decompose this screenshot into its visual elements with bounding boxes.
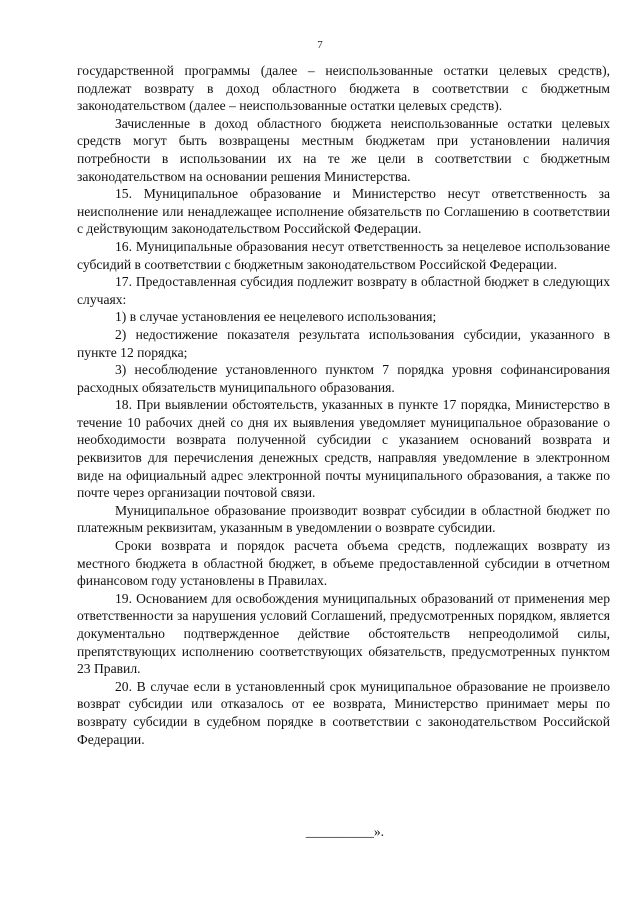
paragraph-return-procedure: Муниципальное образование производит возврат субсидии в областной бюджет по платежным реквизитам, указанным в уведомлении о возврате субсидии. [77,502,610,536]
paragraph-item-16: 16. Муниципальные образования несут ответственность за нецелевое использование субсидий в соответствии с бюджетным законодательством Российской Федерации. [77,238,610,272]
paragraph-item-17-case-3: 3) несоблюдение установленного пунктом 7 порядка уровня софинансирования расходных обязательств муниципального образования. [77,362,610,395]
document-body [77,62,610,748]
paragraph-item-19: 19. Основанием для освобождения муниципальных образований от применения мер ответственности за нарушения условий Соглашений, предусмотренных порядком, является документально подтвержденное действие обстоятельств непреодолимой силы, препятствующих исполнению соответствующих обязательств, предусмотренных пунктом 23 Правил. [77,590,610,677]
paragraph-item-17-case-2: 2) недостижение показателя результата использования субсидии, указанного в пункте 12 порядка; [77,326,610,360]
paragraph-item-20: 20. В случае если в установленный срок муниципальное образование не произвело возврат субсидии или отказалось от ее возврата, Министерство принимает меры по возврату субсидии в судебном порядке в соответствии с законодательством Российской Федерации. [77,678,610,747]
paragraph-item-17-case-1: 1) в случае установления ее нецелевого использования; [115,309,437,325]
paragraph-item-17: 17. Предоставленная субсидия подлежит возврату в областной бюджет в следующих случаях: [77,274,610,307]
page-number: 7 [317,39,323,51]
paragraph-return-terms: Сроки возврата и порядок расчета объема средств, подлежащих возврату из местного бюджета в областной бюджет, в объеме предоставленной субсидии в отчетном финансовом году установлены в Правилах. [77,538,610,589]
closing-mark: __________». [305,824,385,839]
paragraph-item-15: 15. Муниципальное образование и Министерство несут ответственность за неисполнение или ненадлежащее исполнение обязательств по Соглашению в соответствии с действующим законодательством Российской Федерации. [77,186,610,237]
paragraph-item-18: 18. При выявлении обстоятельств, указанных в пункте 17 порядка, Министерство в течение 10 рабочих дней со дня их выявления уведомляет муниципальное образование о необходимости возврата полученной субсидии с указанием оснований возврата и реквизитов для перечисления денежных средств, направляя уведомление в электронном виде на официальный адрес электронной почты муниципального образования, а также по почте через организации почтовой связи. [77,397,610,501]
paragraph-returned-balances: Зачисленные в доход областного бюджета неиспользованные остатки целевых средств могут быть возвращены местным бюджетам при установлении наличия потребности в использовании их на те же цели в соответствии с бюджетным законодательством на основании решения Министерства. [77,115,610,184]
paragraph-continuation: государственной программы (далее – неиспользованные остатки целевых средств), подлежат возврату в доход областного бюджета в соответствии с бюджетным законодательством (далее – неиспользованные остатки целевых средств). [77,63,610,114]
